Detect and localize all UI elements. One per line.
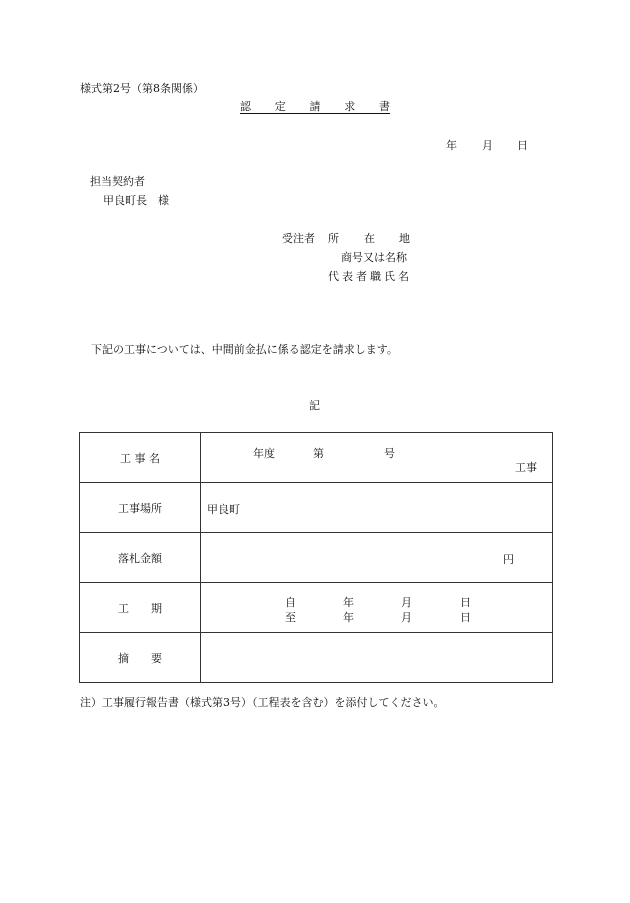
address-label-char: 在 (364, 232, 375, 245)
request-statement: 下記の工事については、中間前金払に係る認定を請求します。 (91, 343, 398, 356)
period-to-day: 日 (460, 611, 471, 624)
table-row (80, 583, 553, 633)
date-month: 月 (482, 139, 493, 152)
period-to: 至 (285, 611, 296, 624)
remarks-cell (201, 633, 553, 683)
ki-heading: 記 (309, 399, 320, 412)
period-from-month: 月 (401, 596, 412, 609)
construction-name-label: 工 事 名 (80, 433, 201, 483)
table-row (80, 433, 553, 483)
address-label-char: 地 (399, 232, 410, 245)
title-char: 求 (344, 100, 356, 113)
table-row (80, 533, 553, 583)
construction-name-cell (201, 433, 553, 483)
remarks-label: 摘 要 (80, 633, 201, 683)
attachment-note: 注）工事履行報告書（様式第3号）（工程表を含む）を添付してください。 (80, 696, 445, 709)
go-text: 号 (384, 447, 395, 460)
title-char: 定 (274, 100, 286, 113)
nendo-text: 年度 (253, 447, 275, 460)
dai-text: 第 (313, 447, 324, 460)
contractor-role: 受注者 (282, 232, 315, 245)
bid-amount-cell (201, 533, 553, 583)
title-char: 書 (379, 100, 390, 113)
address-label-char: 所 (328, 232, 339, 245)
period-to-year: 年 (343, 611, 354, 624)
addressee-title: 担当契約者 (90, 175, 145, 188)
period-from: 自 (285, 596, 296, 609)
period-from-day: 日 (460, 596, 471, 609)
addressee-name: 甲良町長 様 (103, 194, 169, 207)
construction-period-cell (201, 583, 553, 633)
details-table (79, 432, 553, 683)
construction-site-label: 工事場所 (80, 483, 201, 533)
date-day: 日 (517, 139, 528, 152)
company-name-label: 商号又は名称 (341, 251, 407, 264)
yen-unit: 円 (503, 553, 514, 566)
document-title (240, 100, 390, 114)
form-number: 様式第2号（第8条関係） (80, 82, 204, 95)
table-row (80, 483, 553, 533)
table-row (80, 633, 553, 683)
bid-amount-label: 落札金額 (80, 533, 201, 583)
title-char: 請 (309, 100, 321, 113)
construction-site-value: 甲良町 (207, 503, 240, 516)
construction-period-label: 工 期 (80, 583, 201, 633)
period-from-year: 年 (343, 596, 354, 609)
representative-label: 代表者職氏名 (328, 270, 412, 283)
date-year: 年 (446, 139, 457, 152)
construction-site-cell (201, 483, 553, 533)
title-char: 認 (240, 100, 251, 113)
period-to-month: 月 (401, 611, 412, 624)
koji-text: 工事 (515, 461, 537, 474)
